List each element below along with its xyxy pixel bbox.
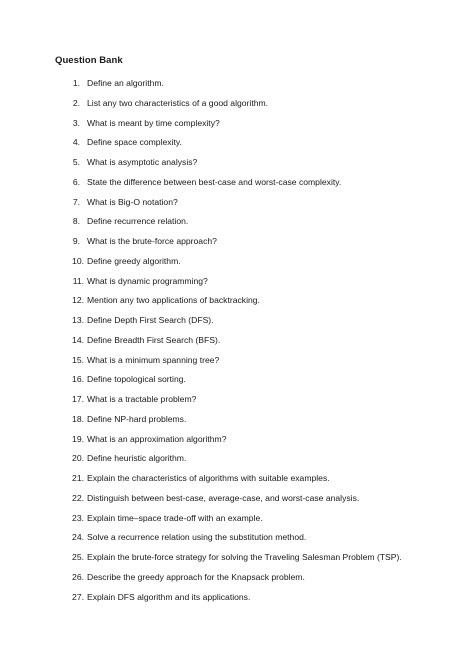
question-number: 25. [72,552,84,562]
question-text: What is meant by time complexity? [87,117,220,128]
question-text: Describe the greedy approach for the Knapsack problem. [87,571,305,582]
question-text: State the difference between best-case and worst-case complexity. [87,176,342,187]
question-text: Define NP-hard problems. [87,413,187,424]
question-number: 11. [72,275,84,286]
question-number: 6. [72,176,80,187]
question-text: Explain DFS algorithm and its applications. [87,591,251,602]
question-text: What is the brute-force approach? [87,236,217,246]
question-number: 23. [72,512,84,523]
question-number: 14. [72,334,84,345]
question-text: Solve a recurrence relation using the substitution method. [87,532,307,543]
question-number: 20. [72,453,84,464]
question-text: Define greedy algorithm. [87,255,181,266]
question-text: Define an algorithm. [87,78,164,88]
question-number: 3. [72,117,80,128]
question-number: 27. [72,591,84,602]
page-title: Question Bank [55,55,123,66]
question-text: What is asymptotic analysis? [87,157,198,167]
question-number: 17. [72,394,84,404]
question-number: 8. [72,216,80,227]
question-number: 10. [72,255,84,266]
question-text: What is a tractable problem? [87,394,197,404]
question-number: 9. [72,236,80,246]
question-text: What is a minimum spanning tree? [87,354,220,365]
question-number: 13. [72,315,84,325]
question-text: Define space complexity. [87,137,182,148]
question-text: What is dynamic programming? [87,275,208,286]
question-text: Explain the characteristics of algorithms with suitable examples. [87,473,330,483]
question-number: 21. [72,473,84,483]
question-text: What is an approximation algorithm? [87,433,227,444]
question-text: What is Big-O notation? [87,196,178,207]
question-text: Mention any two applications of backtracking. [87,295,260,306]
question-number: 15. [72,354,84,365]
question-text: Define recurrence relation. [87,216,189,227]
question-number: 5. [72,157,80,167]
question-number: 19. [72,433,84,444]
question-number: 18. [72,413,84,424]
question-number: 12. [72,295,84,306]
question-number: 7. [72,196,80,207]
question-number: 16. [72,374,84,385]
question-text: Explain the brute-force strategy for solving the Traveling Salesman Problem (TSP). [87,552,402,562]
question-text: Define Breadth First Search (BFS). [87,334,221,345]
question-number: 4. [72,137,80,148]
question-text: Define heuristic algorithm. [87,453,187,464]
question-number: 1. [72,78,80,88]
question-text: Define topological sorting. [87,374,186,385]
question-text: Distinguish between best-case, average-case, and worst-case analysis. [87,492,360,503]
question-text: Explain time–space trade-off with an example. [87,512,263,523]
question-number: 22. [72,492,84,503]
question-text: List any two characteristics of a good algorithm. [87,97,269,108]
question-text: Define Depth First Search (DFS). [87,315,214,325]
question-number: 24. [72,532,84,543]
question-number: 2. [72,97,80,108]
question-number: 26. [72,571,84,582]
